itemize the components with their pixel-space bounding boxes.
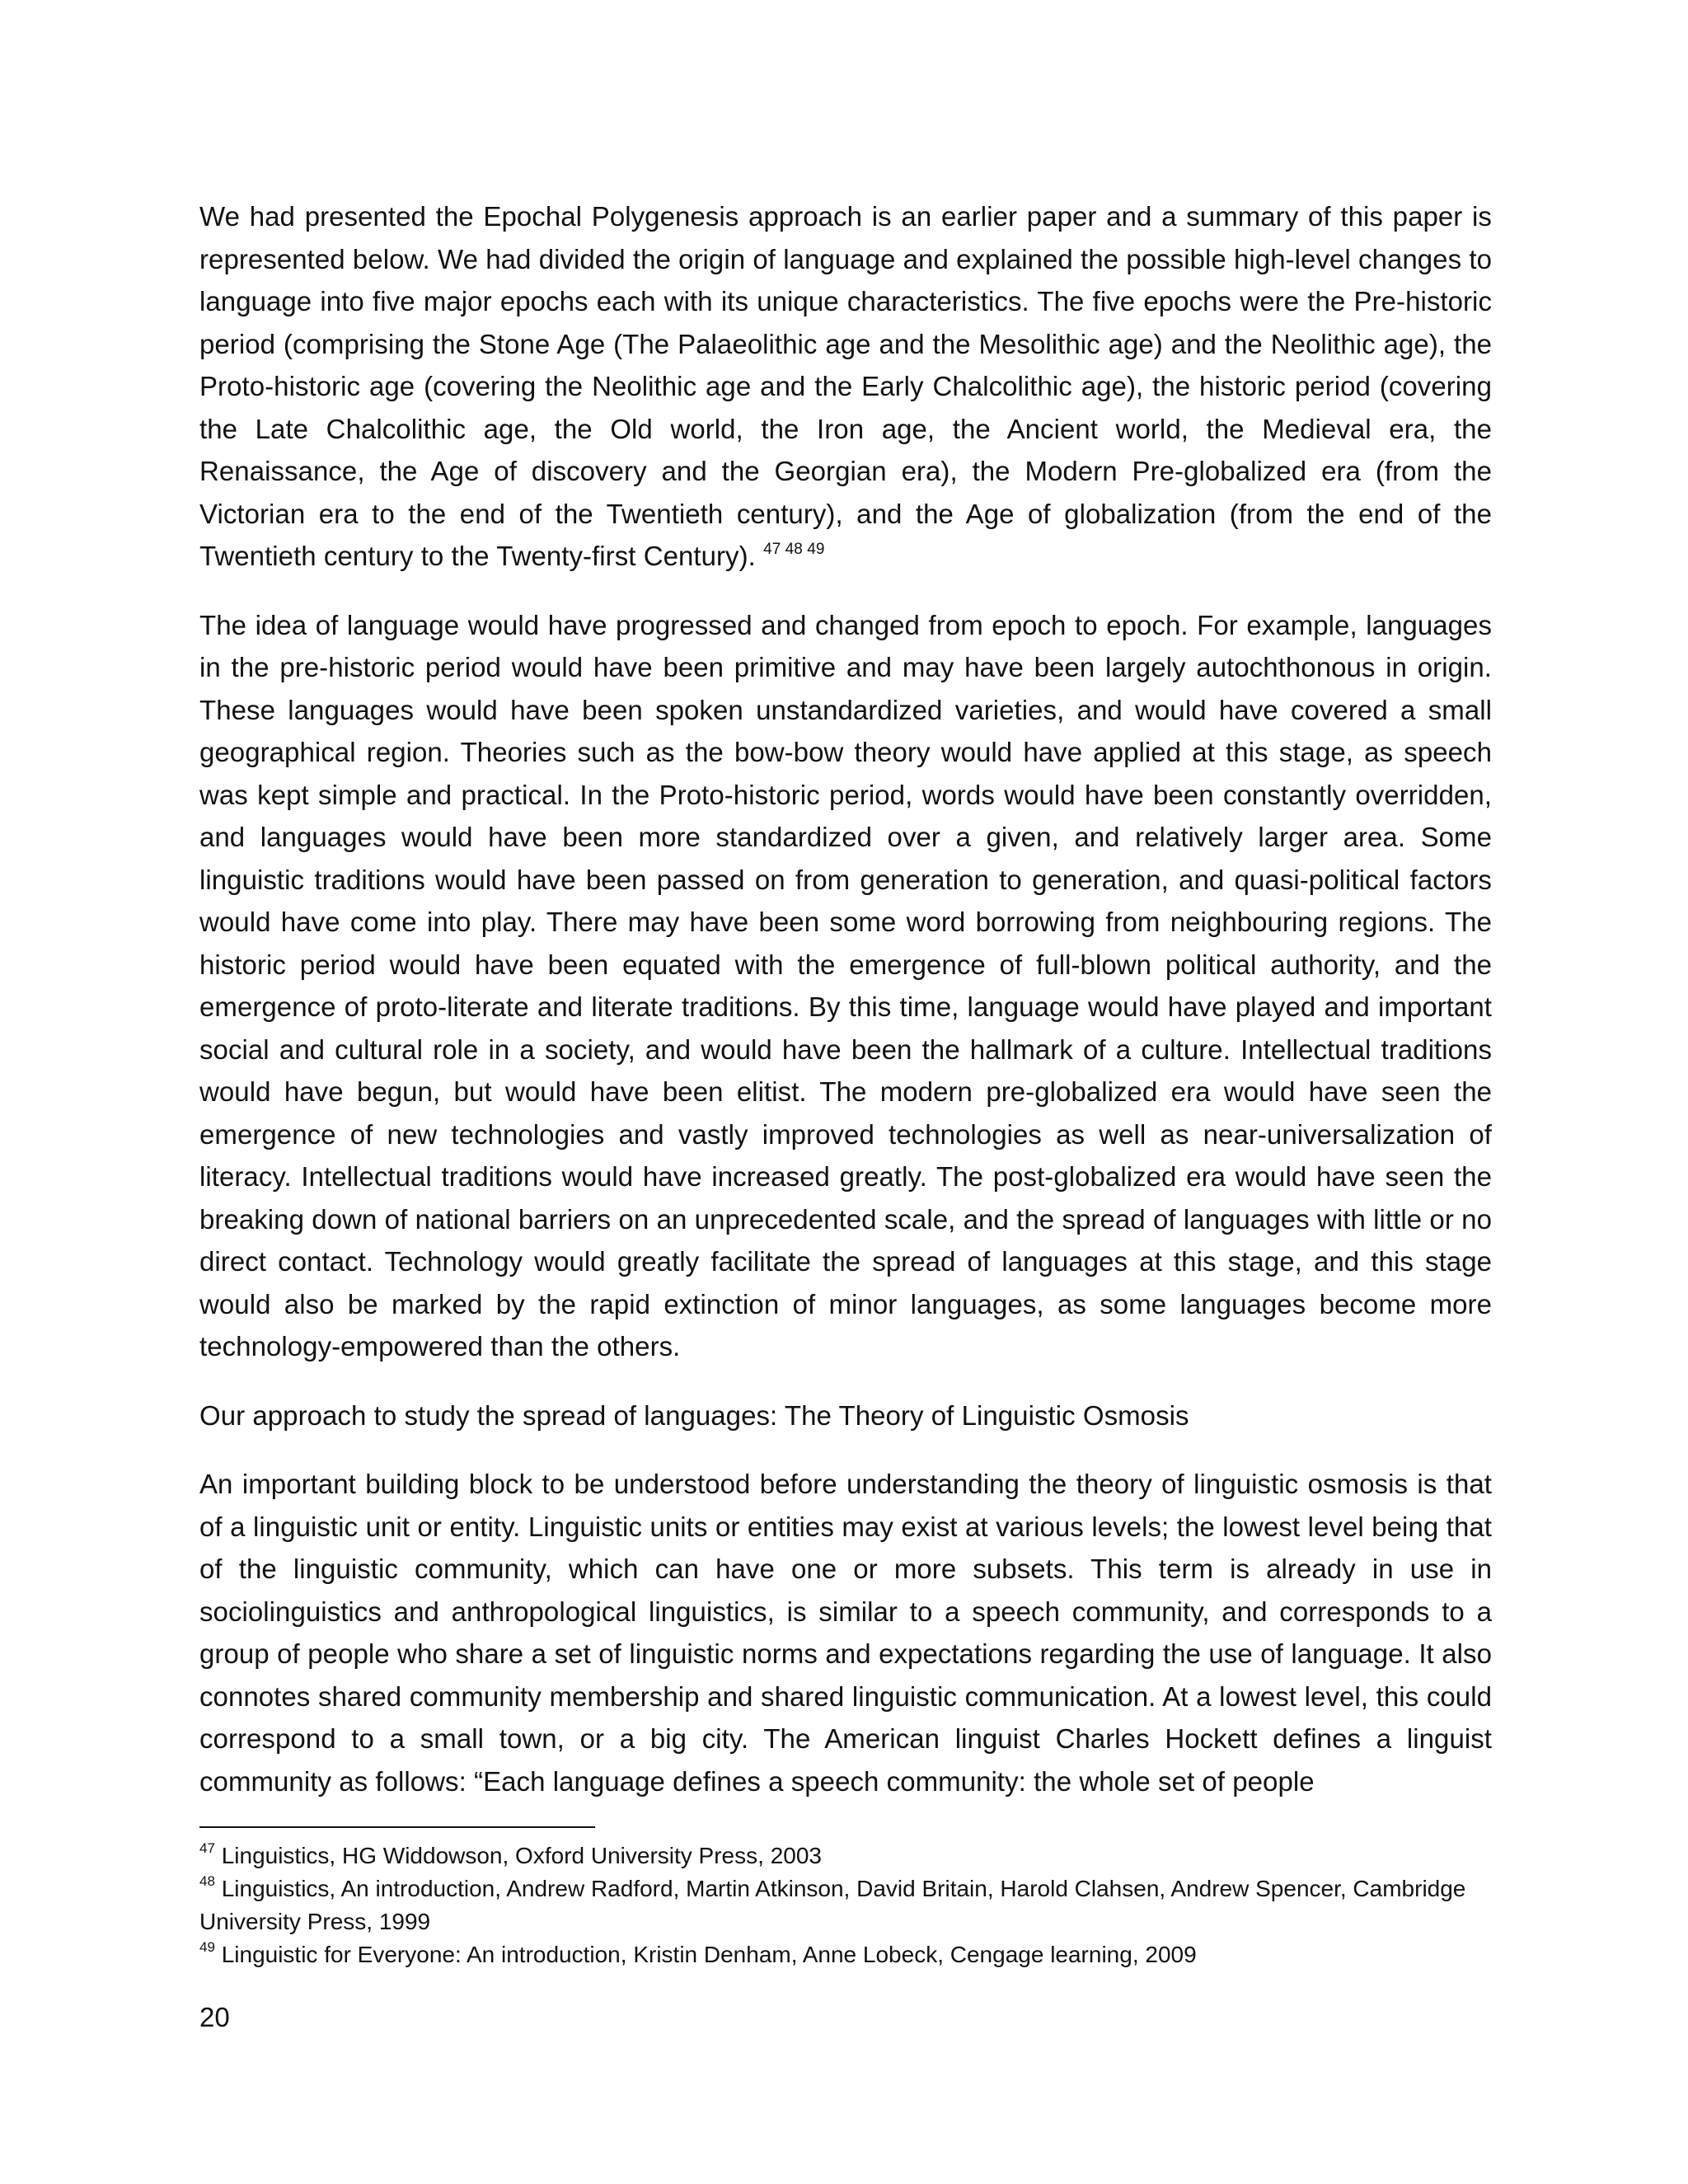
heading-text: Our approach to study the spread of languages: The Theory of Linguistic Osmosis: [199, 1399, 1189, 1431]
footnote-number: 48: [199, 1872, 215, 1889]
paragraph-epochal-polygenesis: [199, 195, 1492, 578]
page-number: 20: [199, 2002, 230, 2032]
footnotes: [199, 1840, 1492, 1971]
footnote-number: 49: [199, 1938, 215, 1955]
paragraph-text: The idea of language would have progressed and changed from epoch to epoch. For example, languages in the pre-historic period would have been primitive and may have been largely autochthonous in origin. These languages would have been spoken unstandardized varieties, and would have covered a small geographical region. Theories such as the bow-bow theory would have applied at this stage, as speech was kept simple and practical. In the Proto-historic period, words would have been constantly overridden, and languages would have been more standardized over a given, and relatively larger area. Some linguistic traditions would have been passed on from generation to generation, and quasi-political factors would have come into play. There may have been some word borrowing from neighbouring regions. The historic period would have been equated with the emergence of full-blown political authority, and the emergence of proto-literate and literate traditions. By this time, language would have played and important social and cultural role in a society, and would have been the hallmark of a culture. Intellectual traditions would have begun, but would have been elitist. The modern pre-globalized era would have seen the emergence of new technologies and vastly improved technologies as well as near-universalization of literacy. Intellectual traditions would have increased greatly. The post-globalized era would have seen the breaking down of national barriers on an unprecedented scale, and the spread of languages with little or no direct contact. Technology would greatly facilitate the spread of languages at this stage, and this stage would also be marked by the rapid extinction of minor languages, as some languages become more technology-empowered than the others.: [199, 609, 1492, 1361]
body-text: [199, 195, 1492, 1829]
footnote: [199, 1872, 1492, 1938]
paragraph-epoch-progression: [199, 604, 1492, 1368]
footnote-text: Linguistics, HG Widdowson, Oxford University Press, 2003: [221, 1843, 822, 1868]
paragraph-text: We had presented the Epochal Polygenesis approach is an earlier paper and a summary of this paper is represented below. We had divided the origin of language and explained the possible high-level changes to language into five major epochs each with its unique characteristics. The five epochs were the Pre-historic period (comprising the Stone Age (The Palaeolithic age and the Mesolithic age) and the Neolithic age), the Proto-historic age (covering the Neolithic age and the Early Chalcolithic age), the historic period (covering the Late Chalcolithic age, the Old world, the Iron age, the Ancient world, the Medieval era, the Renaissance, the Age of discovery and the Georgian era), the Modern Pre-globalized era (from the Victorian era to the end of the Twentieth century), and the Age of globalization (from the end of the Twentieth century to the Twenty-first Century).: [199, 201, 1492, 571]
footnote: [199, 1938, 1492, 1971]
footnote-number: 47: [199, 1840, 215, 1856]
section-heading-linguistic-osmosis: [199, 1394, 1492, 1437]
footnote: [199, 1840, 1492, 1872]
footnote-text: Linguistic for Everyone: An introduction, Kristin Denham, Anne Lobeck, Cengage learning, 2009: [221, 1942, 1197, 1967]
paragraph-linguistic-unit: [199, 1463, 1492, 1802]
paragraph-text: An important building block to be understood before understanding the theory of linguistic osmosis is that of a linguistic unit or entity. Linguistic units or entities may exist at various levels; the lowest level being that of the linguistic community, which can have one or more subsets. This term is already in use in sociolinguistics and anthropological linguistics, is similar to a speech community, and corresponds to a group of people who share a set of linguistic norms and expectations regarding the use of language. It also connotes shared community membership and shared linguistic communication. At a lowest level, this could correspond to a small town, or a big city. The American linguist Charles Hockett defines a linguist community as follows: “Each language defines a speech community: the whole set of people: [199, 1469, 1492, 1797]
footnote-text: Linguistics, An introduction, Andrew Radford, Martin Atkinson, David Britain, Harold Clahsen, Andrew Spencer, Cambridge University Press, 1999: [199, 1876, 1466, 1934]
footnote-references: 47 48 49: [763, 541, 825, 558]
footnote-separator: [199, 1826, 595, 1828]
